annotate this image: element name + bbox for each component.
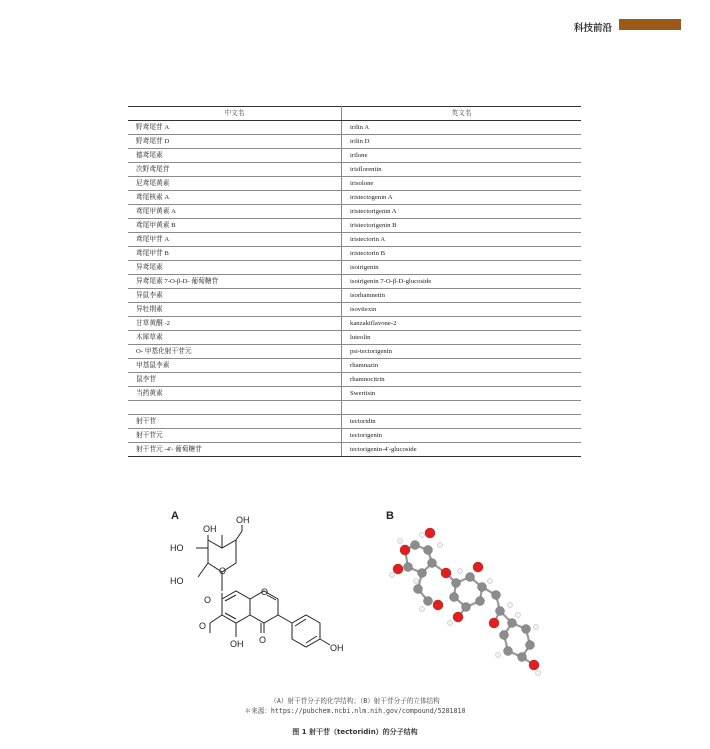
cell-english-name: irisflorentin	[342, 163, 582, 177]
cell-english-name: tectorigenin-4'-glucoside	[342, 443, 582, 457]
atom-label-o-ring: O	[219, 566, 227, 576]
cell-english-name	[342, 401, 582, 415]
atom-label-ho-1: HO	[170, 543, 184, 553]
caption-line-1: （A）射干苷分子的化学结构；（B）射干苷分子的立体结构	[270, 697, 440, 705]
atom-label-o-carbonyl: O	[259, 635, 267, 645]
cell-chinese-name: 木犀草素	[128, 331, 342, 345]
column-header-english: 英文名	[342, 107, 582, 121]
cell-chinese-name: 异牡荆素	[128, 303, 342, 317]
cell-chinese-name: 射干苷	[128, 415, 342, 429]
header-accent-bar	[619, 19, 681, 30]
table-row	[128, 149, 581, 163]
table-row	[128, 289, 581, 303]
cell-chinese-name: 尼鸢尾黄素	[128, 177, 342, 191]
atom-label-oh-c5: OH	[230, 639, 244, 649]
table-row	[128, 331, 581, 345]
cell-english-name: irilone	[342, 149, 582, 163]
figure-caption	[0, 696, 710, 716]
cell-chinese-name: 鸢尾甲苷 A	[128, 233, 342, 247]
cell-chinese-name: 鸢尾甲苷 B	[128, 247, 342, 261]
cell-chinese-name: 鸢尾核素 A	[128, 191, 342, 205]
cell-english-name: irisolone	[342, 177, 582, 191]
table-row	[128, 387, 581, 401]
table-header-row	[128, 107, 581, 121]
cell-english-name: iristectogenin A	[342, 191, 582, 205]
section-label: 科技前沿	[574, 23, 613, 34]
cell-chinese-name: 德鸢尾素	[128, 149, 342, 163]
cell-chinese-name: 鸢尾甲黄素 B	[128, 219, 342, 233]
atom-label-o-chromone: O	[261, 587, 269, 597]
cell-chinese-name: 异鸢尾素	[128, 261, 342, 275]
cell-english-name: iristectorin A	[342, 233, 582, 247]
cell-english-name: luteolin	[342, 331, 582, 345]
atom-label-oh-1: OH	[203, 524, 217, 534]
table-row	[128, 233, 581, 247]
cell-chinese-name: O- 甲基化射干苷元	[128, 345, 342, 359]
cell-english-name: psi-tectorigenin	[342, 345, 582, 359]
table-row	[128, 163, 581, 177]
cell-chinese-name: 当药黄素	[128, 387, 342, 401]
cell-chinese-name: 射干苷元	[128, 429, 342, 443]
table-row	[128, 443, 581, 457]
cell-english-name: Swertisin	[342, 387, 582, 401]
panel-label-b: B	[386, 510, 394, 522]
atom-label-o-methoxy: O	[199, 621, 207, 631]
cell-english-name: iristectorigenin B	[342, 219, 582, 233]
cell-english-name: isoirigenin	[342, 261, 582, 275]
table-row	[128, 205, 581, 219]
table-row	[128, 177, 581, 191]
cell-english-name: isovitexin	[342, 303, 582, 317]
cell-english-name: tectoridin	[342, 415, 582, 429]
table-row	[128, 415, 581, 429]
table-row	[128, 275, 581, 289]
cell-chinese-name: 鸢尾甲黄素 A	[128, 205, 342, 219]
figure-title: 图 1 射干苷（tectoridin）的分子结构	[292, 728, 418, 736]
cell-chinese-name: 异鼠李素	[128, 289, 342, 303]
table-row	[128, 401, 581, 415]
table-row	[128, 247, 581, 261]
table-body	[128, 121, 581, 457]
cell-english-name: iristectorigenin A	[342, 205, 582, 219]
cell-chinese-name: 射干苷元 -4'- 葡萄糖苷	[128, 443, 342, 457]
structure-3d	[390, 528, 541, 676]
caption-source: ＊来源：https://pubchem.ncbi.nlm.nih.gov/compound/5281810	[244, 707, 466, 715]
molecule-figure	[160, 505, 550, 695]
structure-2d	[196, 525, 330, 647]
atom-label-oh-2: OH	[236, 515, 250, 525]
structure-drawings	[160, 505, 550, 695]
cell-chinese-name: 甘草黄酮 -2	[128, 317, 342, 331]
cell-english-name: isorhamnetin	[342, 289, 582, 303]
column-header-chinese: 中文名	[128, 107, 342, 121]
table-row	[128, 135, 581, 149]
cell-chinese-name	[128, 401, 342, 415]
cell-english-name: iristectorin B	[342, 247, 582, 261]
cell-chinese-name: 鼠李苷	[128, 373, 342, 387]
cell-english-name: rhamnazin	[342, 359, 582, 373]
cell-english-name: isoirigenin 7-O-β-D-glucoside	[342, 275, 582, 289]
table-row	[128, 317, 581, 331]
table-row	[128, 359, 581, 373]
cell-chinese-name: 野鸢尾苷 A	[128, 121, 342, 135]
atom-label-oh-phenyl: OH	[330, 643, 344, 653]
atom-label-o-link: O	[204, 595, 212, 605]
cell-chinese-name: 甲基鼠李素	[128, 359, 342, 373]
cell-english-name: irilin A	[342, 121, 582, 135]
cell-chinese-name: 异鸢尾素 7-O-β-D- 葡萄糖苷	[128, 275, 342, 289]
table-row	[128, 373, 581, 387]
table-row	[128, 121, 581, 135]
table-row	[128, 261, 581, 275]
table-row	[128, 219, 581, 233]
cell-english-name: rhamnocitrin	[342, 373, 582, 387]
table-row	[128, 429, 581, 443]
cell-chinese-name: 野鸢尾苷 D	[128, 135, 342, 149]
table-row	[128, 191, 581, 205]
cell-chinese-name: 次野鸢尾苷	[128, 163, 342, 177]
table-row	[128, 345, 581, 359]
cell-english-name: kanzakiflavone-2	[342, 317, 582, 331]
table-row	[128, 303, 581, 317]
cell-english-name: tectorigenin	[342, 429, 582, 443]
cell-english-name: irilin D	[342, 135, 582, 149]
panel-label-a: A	[171, 510, 179, 522]
compound-name-table	[128, 106, 581, 457]
atom-label-ho-2: HO	[170, 576, 184, 586]
